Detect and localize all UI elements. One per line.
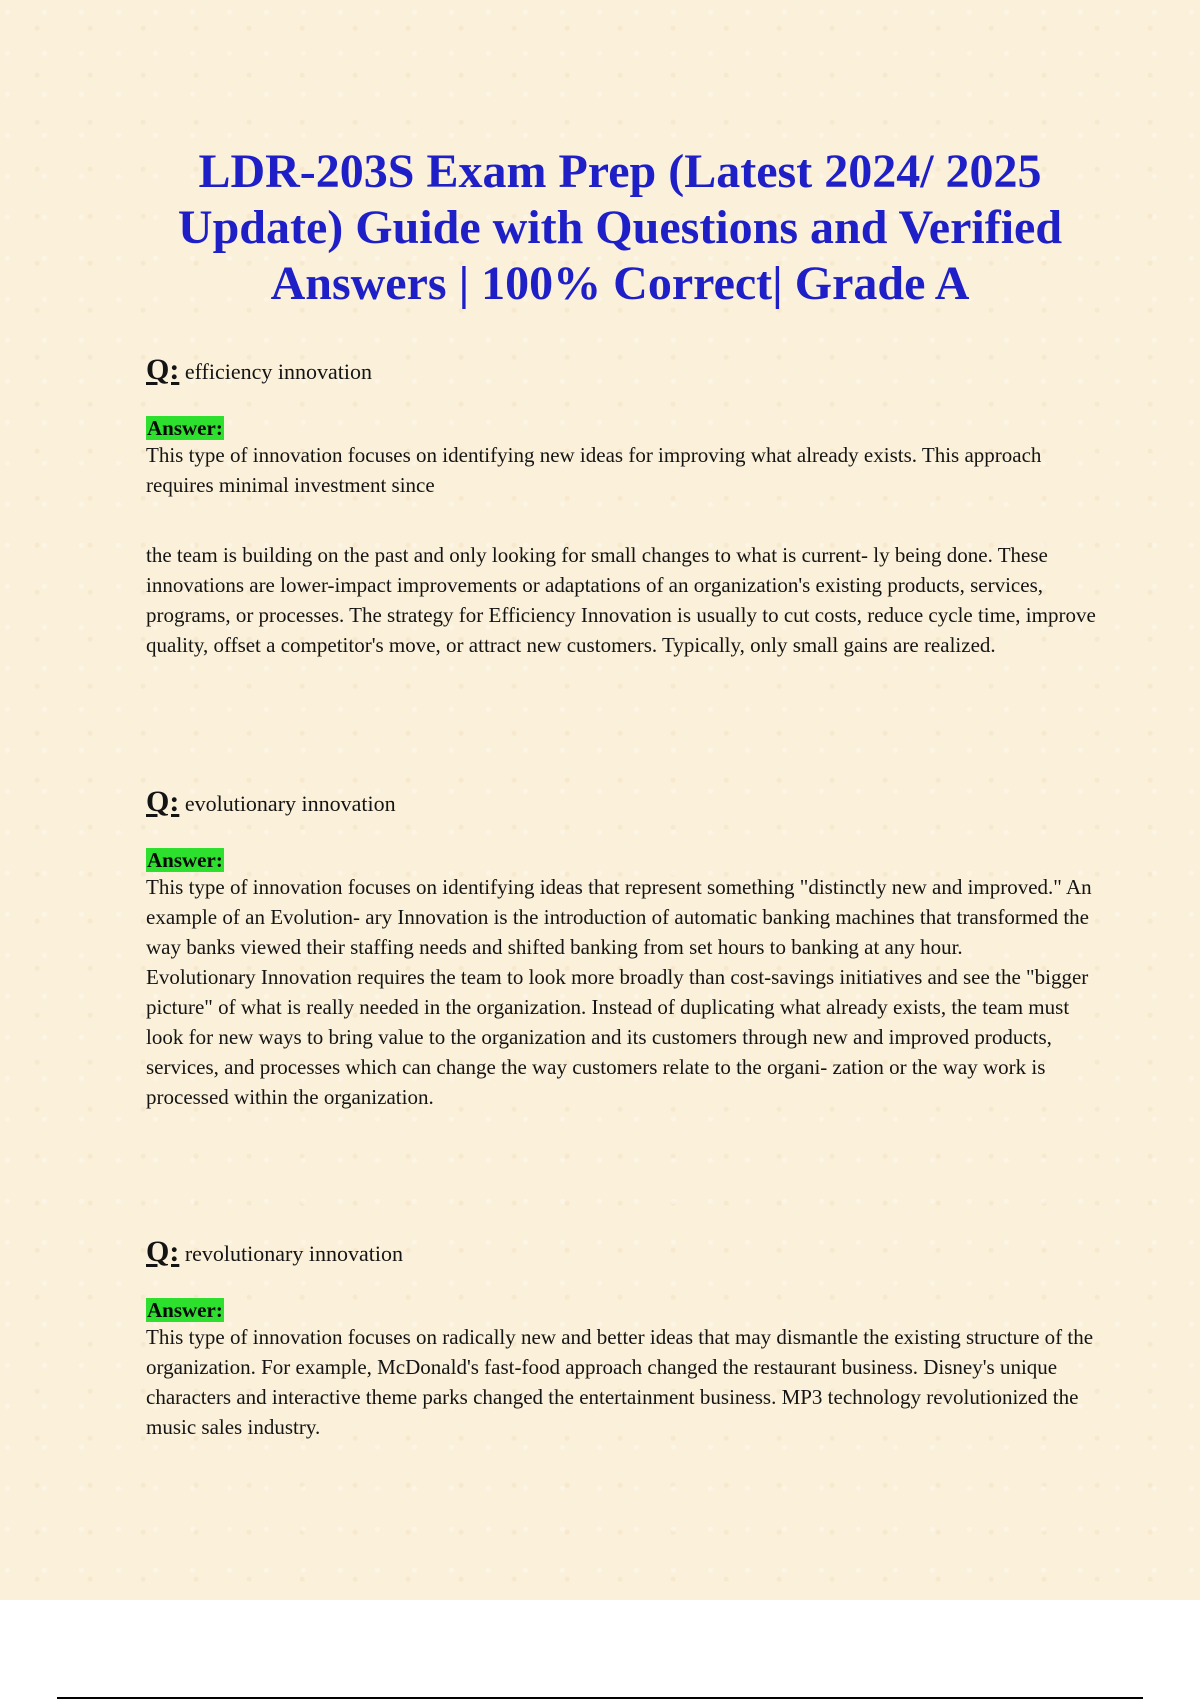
question-text: revolutionary innovation [184, 1241, 403, 1266]
footer-divider [57, 1697, 1143, 1699]
answer-paragraph-continued: Evolutionary Innovation requires the team to look more broadly than cost-savings initiatives and see the "bigger picture" of what is really needed in the organization. Instead of duplicating what already exists, the team must look for new ways to bring value to the organization and its customers through new and improved products, services, and processes which can change the way customers relate to the organi- zation or the way work is processed within the organization. [146, 965, 1089, 1109]
question-row [146, 785, 1096, 818]
answer-label: Answer: [147, 416, 223, 440]
question-marker: Q: [146, 785, 180, 818]
qa-item-evolutionary [146, 785, 1096, 1112]
document-title: LDR-203S Exam Prep (Latest 2024/ 2025 Update) Guide with Questions and Verified Answers | 100% Correct| Grade A [177, 145, 1063, 310]
answer-label: Answer: [147, 1298, 223, 1322]
qa-item-revolutionary [146, 1235, 1096, 1442]
answer-paragraph: This type of innovation focuses on radically new and better ideas that may dismantle the existing structure of the organization. For example, McDonald's fast-food approach changed the restaurant business. Disney's unique characters and interactive theme parks changed the entertainment business. MP3 technology revolutionized the music sales industry. [146, 1325, 1094, 1439]
answer-paragraph-continued: the team is building on the past and only looking for small changes to what is current- ly being done. These innovations are lower-impact improvements or adaptations of an organization's existing products, services, programs, or processes. The strategy for Efficiency Innovation is usually to cut costs, reduce cycle time, improve quality, offset a competitor's move, or attract new customers. Typically, only small gains are realized. [146, 543, 1096, 657]
question-marker: Q: [146, 353, 180, 386]
question-text: evolutionary innovation [184, 791, 396, 816]
question-text: efficiency innovation [184, 359, 372, 384]
question-row [146, 1235, 1096, 1268]
answer-paragraph: This type of innovation focuses on identifying ideas that represent something "distinctly new and improved." An example of an Evolution- ary Innovation is the introduction of automatic banking machines that transformed the way banks viewed their staffing needs and shifted banking from set hours to banking at any hour. [146, 875, 1092, 959]
answer-label: Answer: [147, 848, 223, 872]
question-row [146, 353, 1096, 386]
answer-paragraph: This type of innovation focuses on identifying new ideas for improving what already exists. This approach requires minimal investment since [146, 443, 1042, 497]
qa-item-efficiency [146, 353, 1096, 660]
question-marker: Q: [146, 1235, 180, 1268]
